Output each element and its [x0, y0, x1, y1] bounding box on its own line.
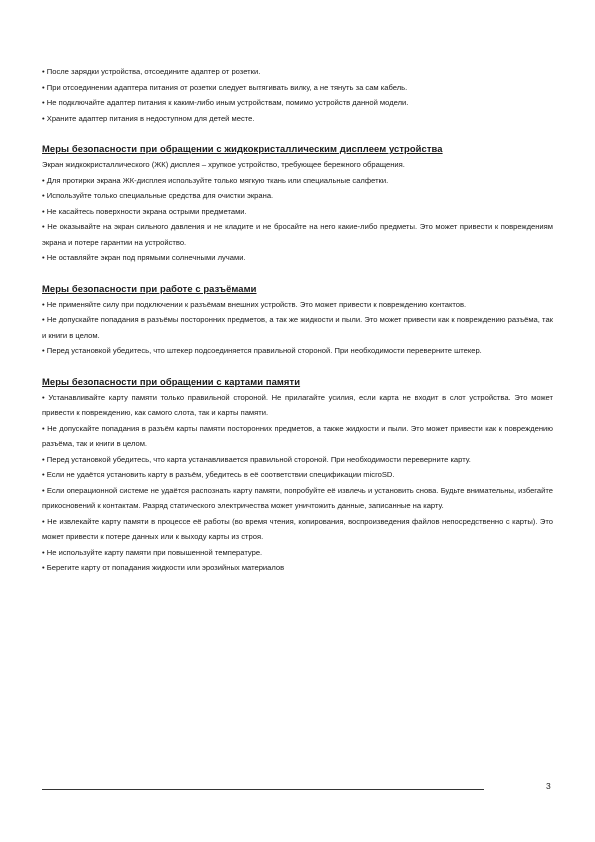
section-heading: Меры безопасности при обращении с картами памяти: [42, 375, 301, 387]
section-paragraph: • Не касайтесь поверхности экрана острыми предметами.: [42, 206, 247, 216]
section-paragraph: • Используйте только специальные средства для очистки экрана.: [42, 191, 274, 200]
page-number: 3: [546, 781, 551, 791]
section-heading: Меры безопасности при обращении с жидкокристаллическим дисплеем устройства: [42, 143, 443, 154]
intro-paragraph: • При отсоединении адаптера питания от розетки следует вытягивать вилку, а не тянуть за сам кабель.: [42, 82, 408, 92]
section-paragraph: • Перед установкой убедитесь, что штекер подсоединяется правильной стороной. При необходимости переверните штекер.: [42, 346, 482, 355]
section-paragraph: • Не допускайте попадания в разъём карты памяти посторонних предметов, а также жидкости и пыли. Это может привести как к повреждению разъёма, так и книги в целом.: [42, 423, 553, 448]
intro-section: [42, 64, 553, 126]
section-paragraph: • Не используйте карту памяти при повышенной температуре.: [42, 547, 263, 557]
footer-divider: [42, 789, 484, 790]
intro-paragraph: • Храните адаптер питания в недоступном для детей месте.: [42, 113, 255, 123]
section-paragraph: • Не извлекайте карту памяти в процессе её работы (во время чтения, копирования, воспроизведения файлов непосредственно с карты). Это может привести к потере данных или к выходу карты из строя.: [42, 516, 553, 541]
section-paragraph: • Не применяйте силу при подключении к разъёмам внешних устройств. Это может привести к повреждению контактов.: [42, 299, 467, 309]
intro-paragraph: • После зарядки устройства, отсоедините адаптер от розетки.: [42, 67, 261, 76]
section-paragraph: • Не оставляйте экран под прямыми солнечными лучами.: [42, 253, 246, 262]
section-heading: Меры безопасности при работе с разъёмами: [42, 282, 257, 294]
section-paragraph: • Если не удаётся установить карту в разъём, убедитесь в её соответствии спецификации microSD.: [42, 470, 395, 479]
section-paragraph: • Не оказывайте на экран сильного давления и не кладите и не бросайте на него какие-либо предметы. Это может привести к повреждениям экрана и потере гарантии на устройство.: [42, 222, 553, 247]
section-paragraph: • Устанавливайте карту памяти только правильной стороной. Не прилагайте усилия, если карта не входит в слот устройства. Это может привести к повреждению, как самого слота, так и карты памяти.: [42, 392, 553, 417]
lcd-safety-section: [42, 142, 553, 266]
memory-card-safety-section: [42, 375, 553, 576]
section-paragraph: • Перед установкой убедитесь, что карта устанавливается правильной стороной. При необходимости переверните карту.: [42, 454, 471, 464]
section-paragraph: • Если операционной системе не удаётся распознать карту памяти, попробуйте её извлечь и установить снова. Будьте внимательны, избегайте прикосновений к контактам. Разряд статического электричества может уничтожить данные, записанные на карту.: [42, 485, 553, 510]
intro-paragraph: • Не подключайте адаптер питания к каким-либо иным устройствам, помимо устройств данной модели.: [42, 98, 409, 107]
section-paragraph: • Для протирки экрана ЖК-дисплея используйте только мягкую ткань или специальные салфетки.: [42, 175, 389, 185]
section-paragraph: Экран жидкокристаллического (ЖК) дисплея – хрупкое устройство, требующее бережного обращения.: [42, 160, 405, 169]
section-paragraph: • Берегите карту от попадания жидкости или эрозийных материалов: [42, 563, 285, 572]
document-body: [42, 64, 553, 576]
connector-safety-section: [42, 282, 553, 359]
section-paragraph: • Не допускайте попадания в разъёмы посторонних предметов, а так же жидкости и пыли. Это может привести как к повреждению разъёма, так и книги в целом.: [42, 315, 553, 340]
